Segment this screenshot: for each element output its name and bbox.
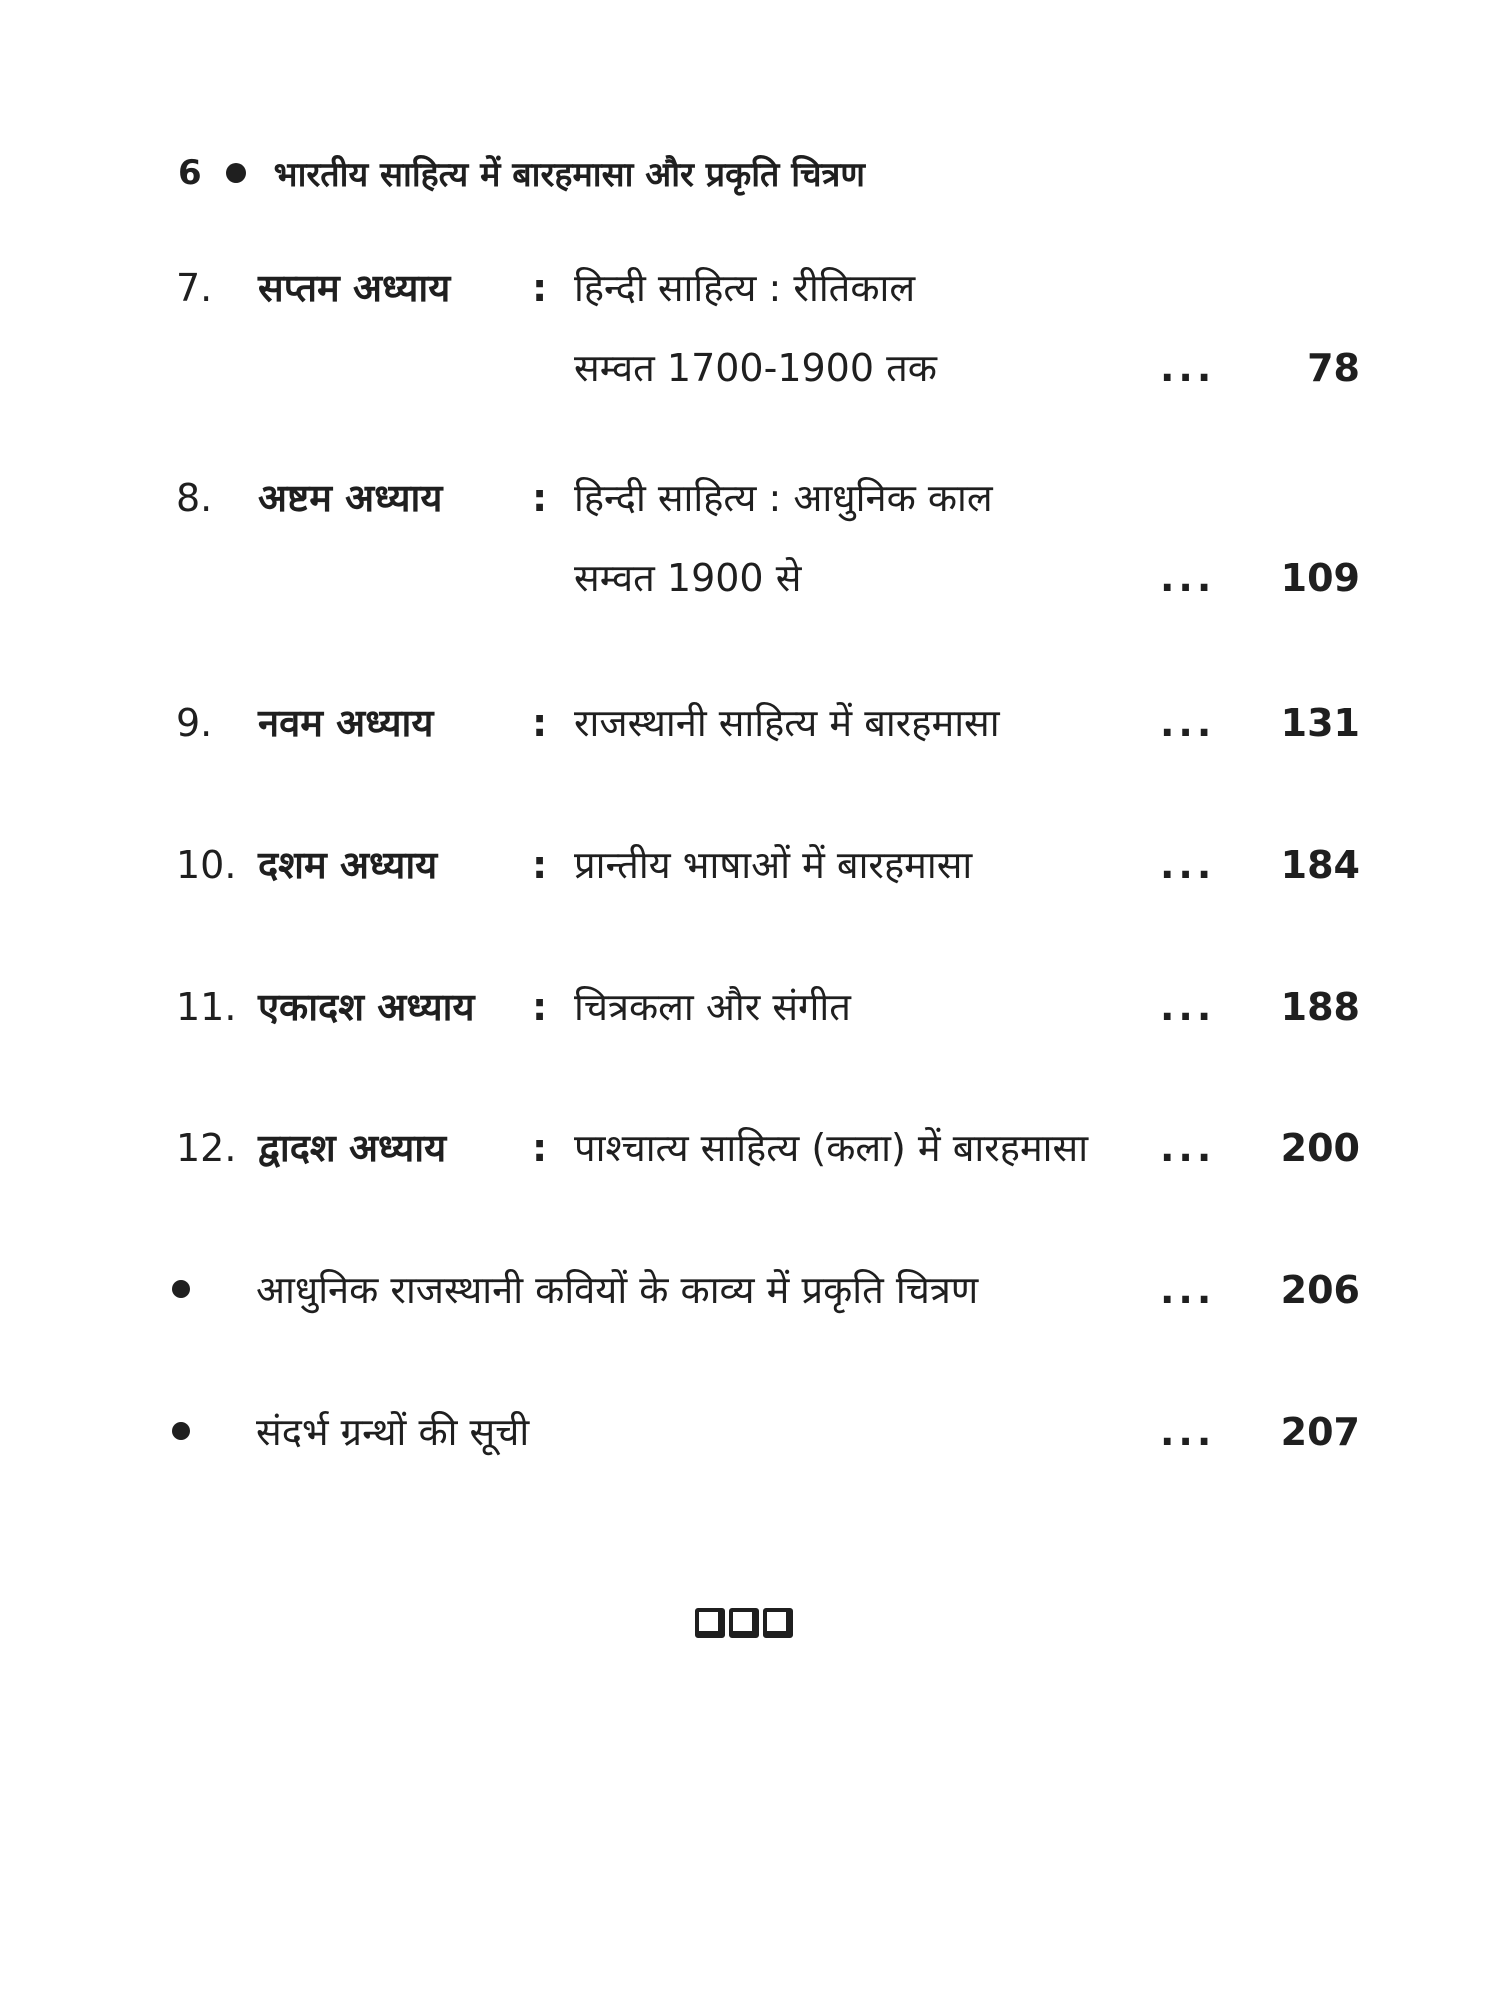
running-header [178, 150, 865, 196]
colon-separator: : [532, 985, 548, 1029]
square-ornament-icon [695, 1608, 725, 1638]
bullet-icon [172, 1280, 190, 1298]
chapter-title: प्रान्तीय भाषाओं में बारहमासा [574, 843, 973, 887]
chapter-label: दशम अध्याय [258, 843, 438, 887]
chapter-label: नवम अध्याय [258, 701, 434, 745]
header-running-title: भारतीय साहित्य में बारहमासा और प्रकृति चित्रण [273, 155, 865, 195]
leader-dots: ... [1160, 843, 1216, 887]
leader-dots: ... [1160, 1410, 1216, 1454]
entry-number: 11. [176, 985, 237, 1029]
leader-dots: ... [1160, 346, 1216, 390]
section-title: आधुनिक राजस्थानी कवियों के काव्य में प्रकृति चित्रण [256, 1268, 979, 1312]
toc-entry-7-line2 [0, 338, 1500, 398]
chapter-label: अष्टम अध्याय [258, 476, 443, 520]
entry-number: 10. [176, 843, 237, 887]
page-number: 131 [1280, 701, 1360, 745]
leader-dots: ... [1160, 1126, 1216, 1170]
page-number: 207 [1280, 1410, 1360, 1454]
page-number: 206 [1280, 1268, 1360, 1312]
leader-dots: ... [1160, 1268, 1216, 1312]
toc-entry-11 [0, 977, 1500, 1037]
toc-entry-8-line2 [0, 548, 1500, 608]
toc-entry-7 [0, 258, 1500, 318]
chapter-title-line2: सम्वत 1900 से [574, 556, 802, 600]
page-number: 78 [1307, 346, 1360, 390]
chapter-label: द्वादश अध्याय [258, 1126, 447, 1170]
toc-bullet-entry [0, 1402, 1500, 1462]
toc-entry-9 [0, 693, 1500, 753]
bullet-icon [172, 1422, 190, 1440]
page-number: 184 [1280, 843, 1360, 887]
entry-number: 12. [176, 1126, 237, 1170]
page-number: 188 [1280, 985, 1360, 1029]
chapter-label: एकादश अध्याय [258, 985, 475, 1029]
colon-separator: : [532, 1126, 548, 1170]
colon-separator: : [532, 476, 548, 520]
page-number: 200 [1280, 1126, 1360, 1170]
section-title: संदर्भ ग्रन्थों की सूची [256, 1410, 530, 1454]
colon-separator: : [532, 843, 548, 887]
entry-number: 9. [176, 701, 213, 745]
toc-entry-12 [0, 1118, 1500, 1178]
chapter-title-line1: हिन्दी साहित्य : रीतिकाल [574, 266, 916, 310]
entry-number: 8. [176, 476, 213, 520]
end-ornament [695, 1608, 793, 1638]
toc-entry-8 [0, 468, 1500, 528]
leader-dots: ... [1160, 701, 1216, 745]
header-page-number: 6 [178, 153, 202, 193]
square-ornament-icon [729, 1608, 759, 1638]
header-bullet-icon [226, 163, 246, 183]
colon-separator: : [532, 266, 548, 310]
toc-entry-10 [0, 835, 1500, 895]
chapter-title: चित्रकला और संगीत [574, 985, 851, 1029]
colon-separator: : [532, 701, 548, 745]
leader-dots: ... [1160, 985, 1216, 1029]
entry-number: 7. [176, 266, 213, 310]
square-ornament-icon [763, 1608, 793, 1638]
chapter-title: राजस्थानी साहित्य में बारहमासा [574, 701, 1000, 745]
page-number: 109 [1280, 556, 1360, 600]
chapter-title: पाश्चात्य साहित्य (कला) में बारहमासा [574, 1126, 1089, 1170]
toc-bullet-entry [0, 1260, 1500, 1320]
leader-dots: ... [1160, 556, 1216, 600]
chapter-title-line2: सम्वत 1700-1900 तक [574, 346, 937, 390]
chapter-title-line1: हिन्दी साहित्य : आधुनिक काल [574, 476, 993, 520]
chapter-label: सप्तम अध्याय [258, 266, 451, 310]
